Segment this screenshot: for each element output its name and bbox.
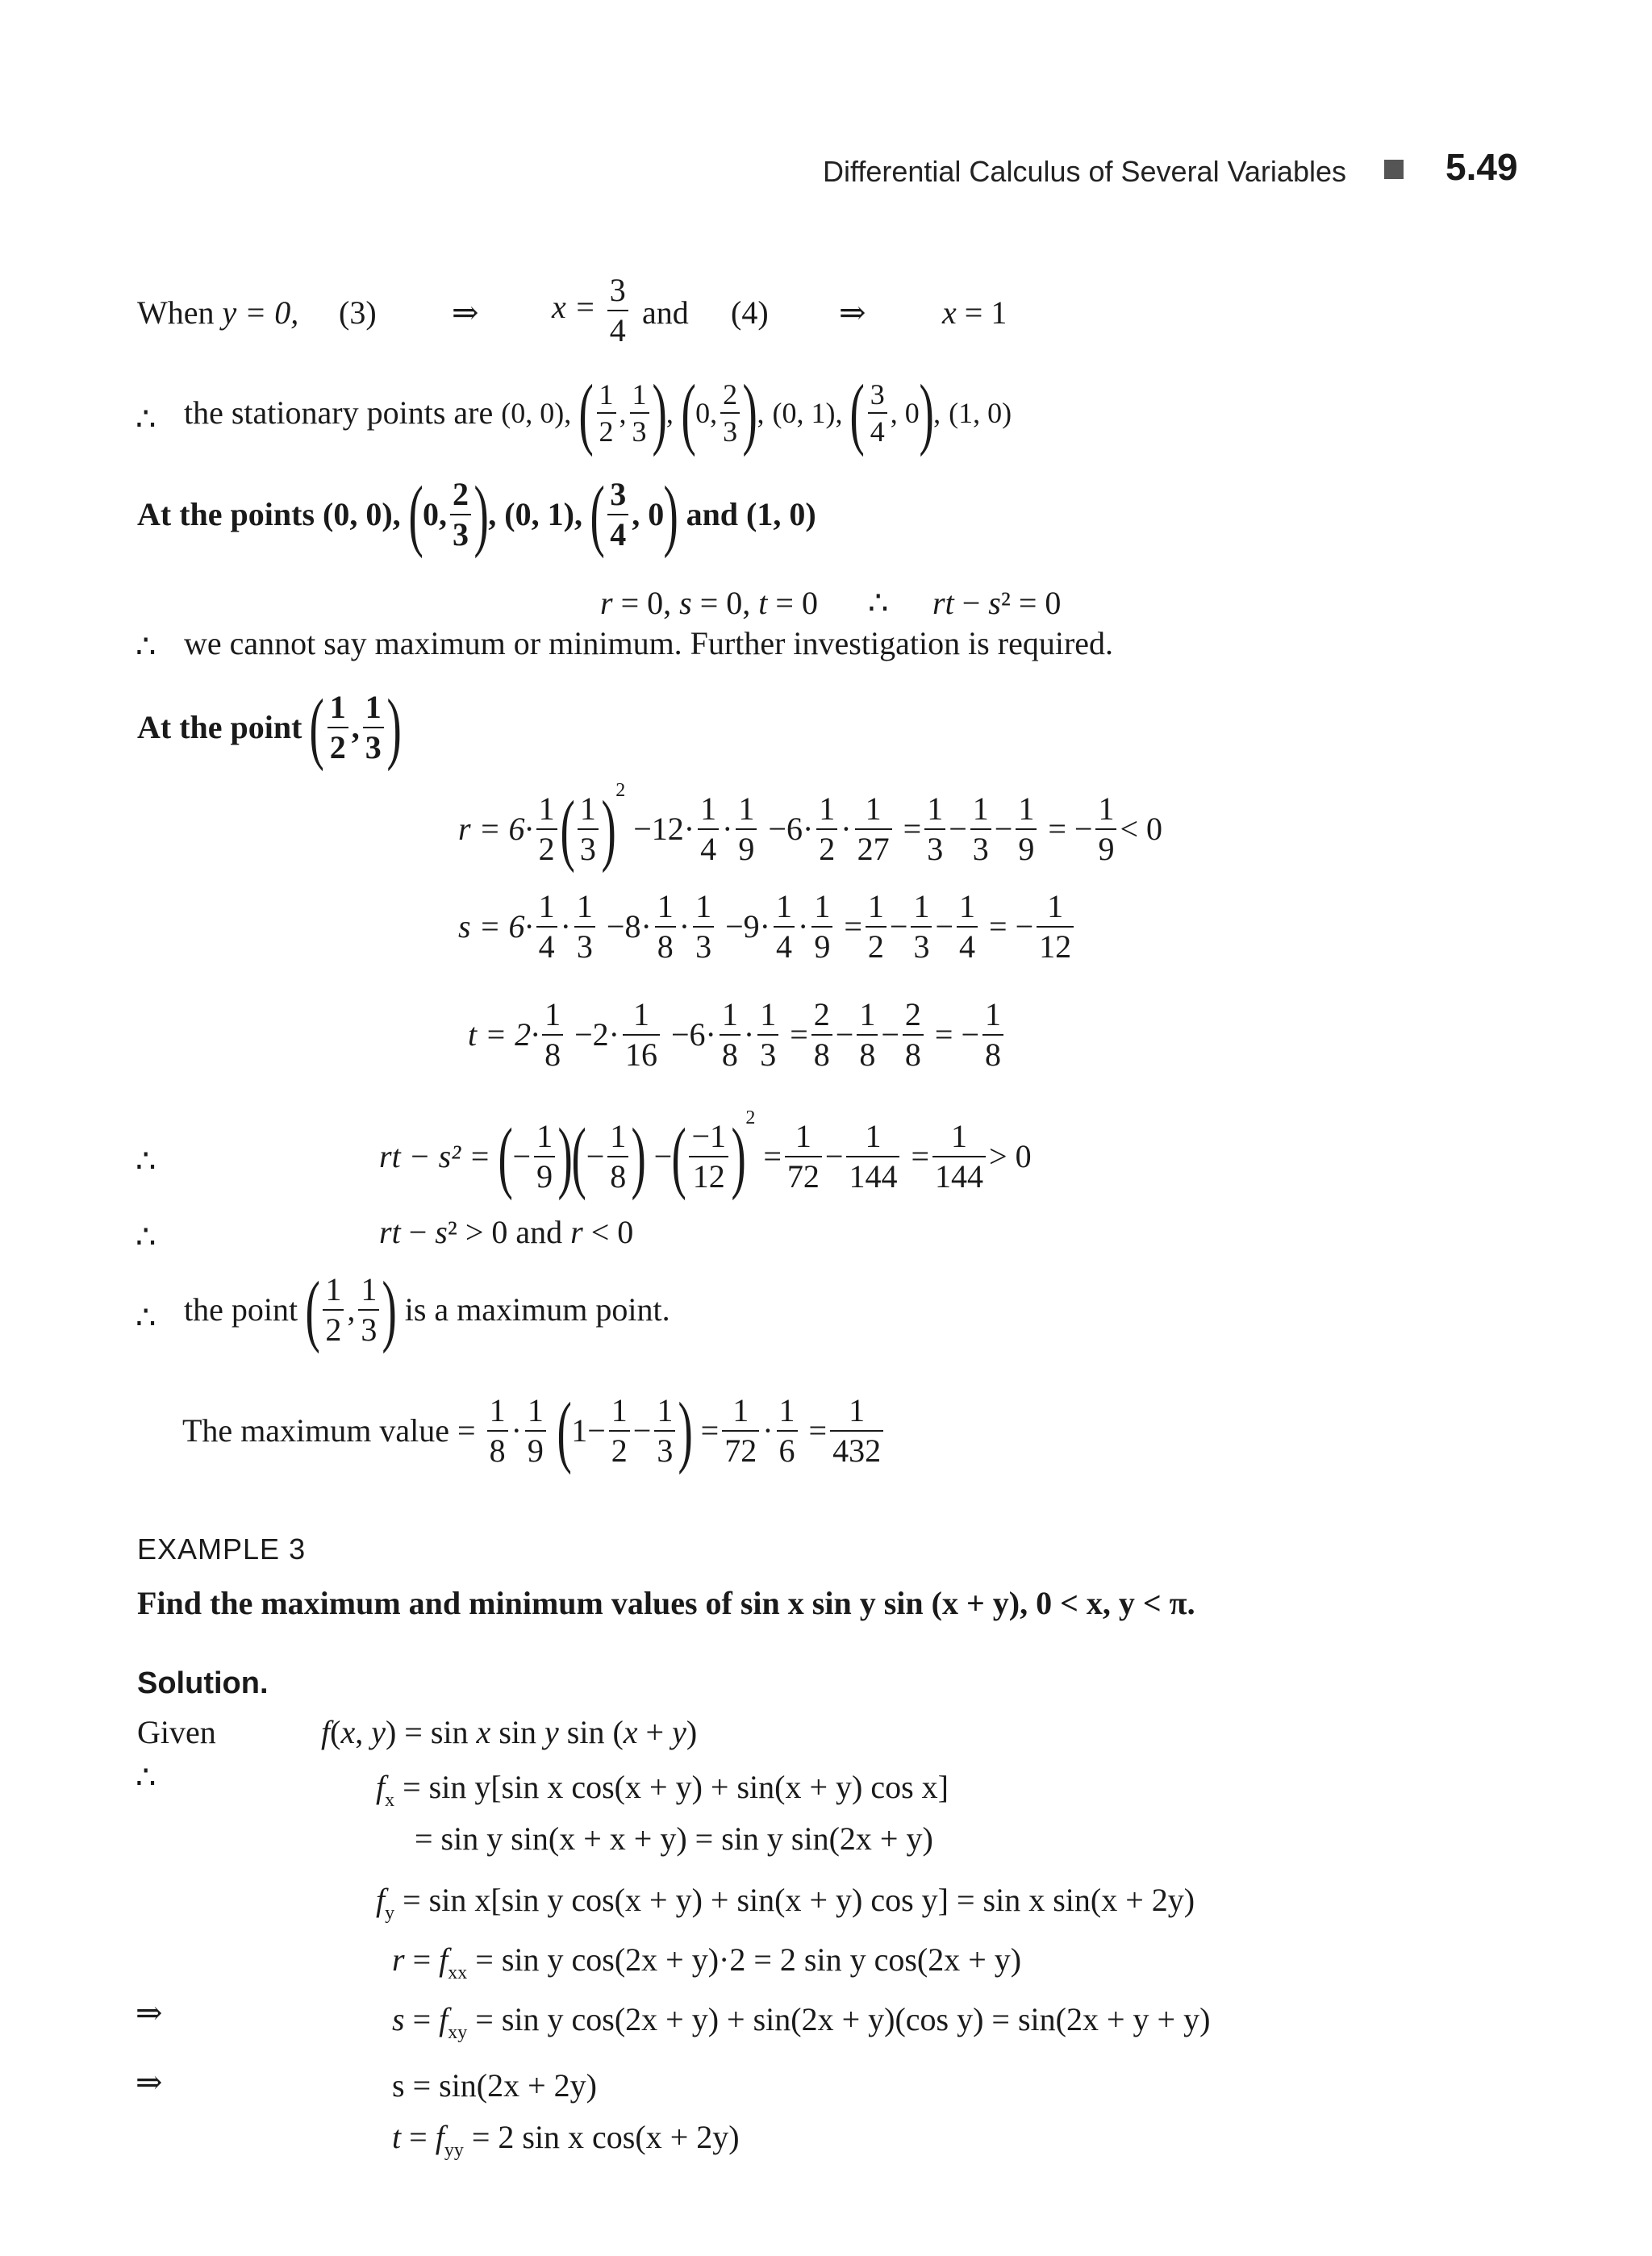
x-eq-1: x = 1 xyxy=(942,294,1007,331)
fx-line-1: $f_x = \sin y[\sin$ x cos(x + y) + sin(x + y) cos x] xyxy=(376,1769,949,1811)
example-label: EXAMPLE 3 xyxy=(137,1532,307,1566)
t-equation: t = 2· $\frac{1}{8}$ −2· $\frac{1}{16}$ −6· $\frac{1}{8}$ · $\frac{1}{3}$ = $\frac{2}{8}$ − $\frac{1}{8}$ − $\frac{2}{8}$ = − $\frac{1}{8}$ xyxy=(468,999,1007,1071)
line-when-y-zero xyxy=(137,294,299,331)
point-00: (0, 0), xyxy=(501,397,572,429)
fraction: $\frac{3}{4}$ xyxy=(607,274,628,347)
point-01: (0, 1), xyxy=(772,397,843,429)
header-square-icon xyxy=(1384,160,1404,179)
implies-2: ⇒ xyxy=(839,294,866,331)
x-eq-label: x = xyxy=(552,289,596,326)
eq4-ref: (4) xyxy=(731,294,769,331)
at-the-point-heading: At the point ( $\frac{1}{2}$ , $\frac{1}{3}$ ) xyxy=(137,682,402,772)
f-definition: f(x, y) = sin x sin y sin (x + y) xyxy=(321,1714,698,1750)
example-question: Find the maximum and minimum values of sin x sin y sin (x + y), 0 < x, y < π. xyxy=(137,1585,1195,1621)
y-eq-0: y = 0, xyxy=(222,294,299,331)
therefore-symbol: ∴ xyxy=(136,1299,156,1336)
at-the-points-heading: At the points (0, 0), (0, $\frac{2}{3}$ ), (0, 1), ( $\frac{3}{4}$ , 0) and (1, 0) xyxy=(137,469,816,559)
therefore-symbol: ∴ xyxy=(136,1219,156,1255)
r-equation: r = 6· $\frac{1}{2}$ ( $\frac{1}{3}$ )$^2$ −12· $\frac{1}{4}$ · $\frac{1}{9}$ −6· $\frac{1}{2}$ · $\frac{1}{27}$ = $\frac{1}{3}$ − $\frac{1}{3}$ − $\frac{1}{9}$ = − $\frac{1}{9}$ < 0 xyxy=(458,780,1162,874)
solution-label: Solution. xyxy=(137,1666,269,1700)
stationary-text: the stationary points are xyxy=(184,394,494,431)
rt-s2-zero: rt − s² = 0 xyxy=(932,585,1062,621)
therefore-symbol: ∴ xyxy=(136,1759,156,1795)
stationary-points-line: the stationary points are (0, 0), ( $\frac{1}{2}$ , $\frac{1}{3}$ ), (0, $\frac{2}{3}$ ), (0, 1), ( $\frac{3}{4}$ , 0), (1, 0) xyxy=(184,368,1012,457)
condition-line: rt − s² > 0 and r < 0 xyxy=(379,1214,634,1250)
implies-symbol: ⇒ xyxy=(136,2064,163,2100)
and-text: and xyxy=(642,294,689,331)
page-number: 5.49 xyxy=(1446,146,1518,188)
given-label: Given xyxy=(137,1714,216,1750)
s-fxy-line: $s = f_{xy} = \sin y$ cos(2x + y) + sin(2x + y)(cos y) = sin(2x + y + y) xyxy=(392,2001,1211,2043)
therefore-symbol: ∴ xyxy=(136,628,156,665)
eq3-ref: (3) xyxy=(339,294,377,331)
implies-1: ⇒ xyxy=(452,294,479,331)
implies-symbol: ⇒ xyxy=(136,1995,163,2031)
therefore-symbol: ∴ xyxy=(136,1143,156,1179)
running-title: Differential Calculus of Several Variables xyxy=(823,155,1346,188)
rst-zero-line: r = 0, s = 0, t = 0 xyxy=(600,585,818,621)
r-fxx-line: $r = f_{xx} = \sin y$ cos(2x + y)·2 = 2 sin y cos(2x + y) xyxy=(392,1941,1022,1983)
t-fyy-line: $t = f_{yy} = 2$ sin x cos(x + 2y) xyxy=(392,2119,740,2161)
fx-line-2: = sin y sin(x + x + y) = sin y sin(2x + y) xyxy=(415,1820,933,1857)
therefore-symbol: ∴ xyxy=(136,401,156,437)
max-point-line: the point ( $\frac{1}{2}$ , $\frac{1}{3}$ ) is a maximum point. xyxy=(184,1265,670,1354)
therefore-symbol: ∴ xyxy=(868,585,889,621)
x-eq-three-quarters xyxy=(552,274,632,347)
s-simplified-line: s = sin(2x + 2y) xyxy=(392,2067,598,2104)
when-text: When xyxy=(137,294,215,331)
s-equation: s = 6· $\frac{1}{4}$ · $\frac{1}{3}$ −8· $\frac{1}{8}$ · $\frac{1}{3}$ −9· $\frac{1}{4}$ · $\frac{1}{9}$ = $\frac{1}{2}$ − $\frac{1}{3}$ − $\frac{1}{4}$ = − $\frac{1}{12}$ xyxy=(458,890,1077,963)
max-value-line: The maximum value = $\frac{1}{8}$ · $\frac{1}{9}$ (1− $\frac{1}{2}$ − $\frac{1}{3}$ ) = $\frac{1}{72}$ · $\frac{1}{6}$ = $\frac{1}{432}$ xyxy=(182,1391,886,1471)
rt-s2-equation: rt − s² = (− $\frac{1}{9}$ )(− $\frac{1}{8}$ ) −( $\frac{-1}{12}$ )$^2$ = $\frac{1}{72}$ − $\frac{1}{144}$ = $\frac{1}{144}$ > 0 xyxy=(379,1107,1032,1201)
point-10: (1, 0) xyxy=(949,397,1012,429)
cannot-say-line: we cannot say maximum or minimum. Further investigation is required. xyxy=(184,625,1114,661)
fy-line: $f_y = \sin x[\sin$ y cos(x + y) + sin(x + y) cos y] = sin x sin(x + 2y) xyxy=(376,1882,1195,1924)
